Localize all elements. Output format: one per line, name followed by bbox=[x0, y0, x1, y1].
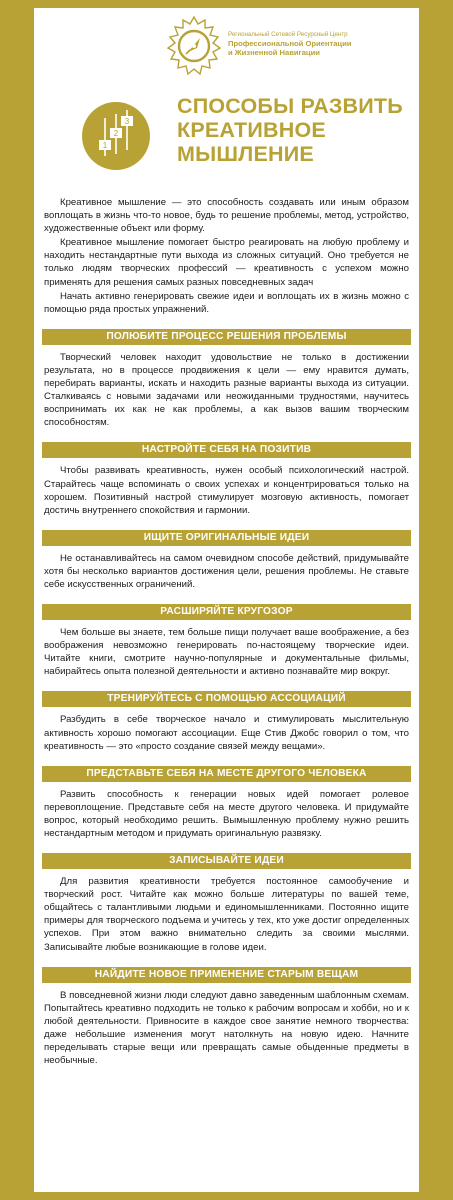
section-text: Для развития креативности требуется постоянное самообучение и творческий рост. Читайте как можно больше литературы по вашей теме, общайтесь с талантливыми людьми и единомышленниками. Постоянно ищите примеры для творческого подъема и учитесь у тех, кто уже достиг определенных успехов. При этом важно внимательно следить за своими мыслями. Записывайте любые возникающие в голове идеи. bbox=[44, 876, 409, 953]
logo-line-1: Региональный Сетевой Ресурсный Центр bbox=[228, 31, 348, 38]
slider-digit-3: 3 bbox=[124, 117, 130, 126]
section-heading: ИЩИТЕ ОРИГИНАЛЬНЫЕ ИДЕИ bbox=[42, 530, 411, 546]
section-role-play bbox=[40, 766, 413, 840]
section-text: Разбудить в себе творческое начало и стимулировать мыслительную активность хорошо помогают ассоциации. Еще Стив Джобс говорил о том, что креативность — это «просто создание связей между вещами». bbox=[44, 714, 409, 752]
intro-paragraph-1: Креативное мышление — это способность создавать или иным образом воплощать в жизнь что-то новое, будь то решение проблемы, метод, устройство, художественные объект или форму. bbox=[44, 197, 409, 235]
intro-paragraph-2: Креативное мышление помогает быстро реагировать на любую проблему и находить нестандартные пути выхода из сложных ситуаций. Оно требуется не только людям творческих профессий — креативность с успехом можно применять для решения самых разных повседневных задач bbox=[44, 237, 409, 288]
section-broaden-horizons bbox=[40, 604, 413, 678]
slider-digit-1: 1 bbox=[102, 141, 108, 150]
logo-line-2: Профессиональной Ориентации bbox=[228, 39, 352, 48]
intro bbox=[44, 196, 409, 316]
section-text: В повседневной жизни люди следуют давно заведенным шаблонным схемам. Попытайтесь креативно подходить не только к рабочим вопросам и хобби, но и к любой деятельности. Привносите в каждое свое занятие немного творчества: даже небольшие изменения могут натолкнуть на новую идею. Начните переделывать старые вещи или превращать самые обыденные предметы в необычные. bbox=[44, 989, 409, 1067]
section-text: Не останавливайтесь на самом очевидном способе действий, придумывайте хотя бы несколько вариантов достижения цели, решения проблемы. Не ставьте себе искусственных ограничений. bbox=[44, 552, 409, 590]
hero bbox=[34, 88, 419, 196]
section-associations bbox=[40, 691, 413, 752]
slider-digit-2: 2 bbox=[113, 129, 119, 138]
section-heading: НАЙДИТЕ НОВОЕ ПРИМЕНЕНИЕ СТАРЫМ ВЕЩАМ bbox=[42, 967, 411, 983]
intro-paragraph-3: Начать активно генерировать свежие идеи и воплощать их в жизнь можно с помощью ряда простых упражнений. bbox=[44, 290, 409, 315]
page-title: СПОСОБЫ РАЗВИТЬ КРЕАТИВНОЕ МЫШЛЕНИЕ bbox=[177, 94, 403, 166]
section-heading: ТРЕНИРУЙТЕСЬ С ПОМОЩЬЮ АССОЦИАЦИЙ bbox=[42, 691, 411, 707]
center-logo-emblem bbox=[164, 16, 224, 78]
section-text: Развить способность к генерации новых идей помогает ролевое перевоплощение. Представьте себя на месте другого человека. И придумайте вопрос, который необходимо решить. Вымышленную проблему нужно решить нестандартным методом и придумать оригинальную развязку. bbox=[44, 788, 409, 839]
section-heading: НАСТРОЙТЕ СЕБЯ НА ПОЗИТИВ bbox=[42, 442, 411, 458]
logo-line-3: и Жизненной Навигации bbox=[228, 48, 320, 57]
section-heading: РАСШИРЯЙТЕ КРУГОЗОР bbox=[42, 604, 411, 620]
center-logo-text bbox=[228, 30, 428, 57]
section-text: Чтобы развивать креативность, нужен особый психологический настрой. Старайтесь чаще вспоминать о своих успехах и концентрироваться только на хорошем. Позитивный настрой стимулирует мозговую активность, помогает достичь внутреннего спокойствия и гармонии. bbox=[44, 465, 409, 516]
section-positive-mindset bbox=[40, 442, 413, 516]
content bbox=[34, 196, 419, 1067]
section-write-ideas bbox=[40, 853, 413, 954]
section-heading: ПОЛЮБИТЕ ПРОЦЕСС РЕШЕНИЯ ПРОБЛЕМЫ bbox=[42, 329, 411, 345]
sliders-icon bbox=[82, 88, 178, 184]
section-text: Творческий человек находит удовольствие не только в достижении результата, но в процессе продвижения к цели — ему нравится думать, перебирать варианты, искать и находить разные варианты выхода из ситуации. Сталкиваясь с новыми задачами или неожиданными трудностями, научитесь воспринимать их как не как проблемы, а как вызов вашим творческим способностям. bbox=[44, 351, 409, 429]
section-love-problem-solving bbox=[40, 329, 413, 430]
section-text: Чем больше вы знаете, тем больше пищи получает ваше воображение, а без воображения невозможно генерировать по-настоящему творческие идеи. Читайте книги, смотрите научно-популярные и документальные фильмы, набирайтесь опыта полезной деятельности и активно познавайте мир вокруг. bbox=[44, 627, 409, 678]
section-original-ideas bbox=[40, 530, 413, 591]
section-heading: ПРЕДСТАВЬТЕ СЕБЯ НА МЕСТЕ ДРУГОГО ЧЕЛОВЕКА bbox=[42, 766, 411, 782]
header bbox=[34, 8, 419, 88]
section-heading: ЗАПИСЫВАЙТЕ ИДЕИ bbox=[42, 853, 411, 869]
section-new-use-old-things bbox=[40, 967, 413, 1068]
